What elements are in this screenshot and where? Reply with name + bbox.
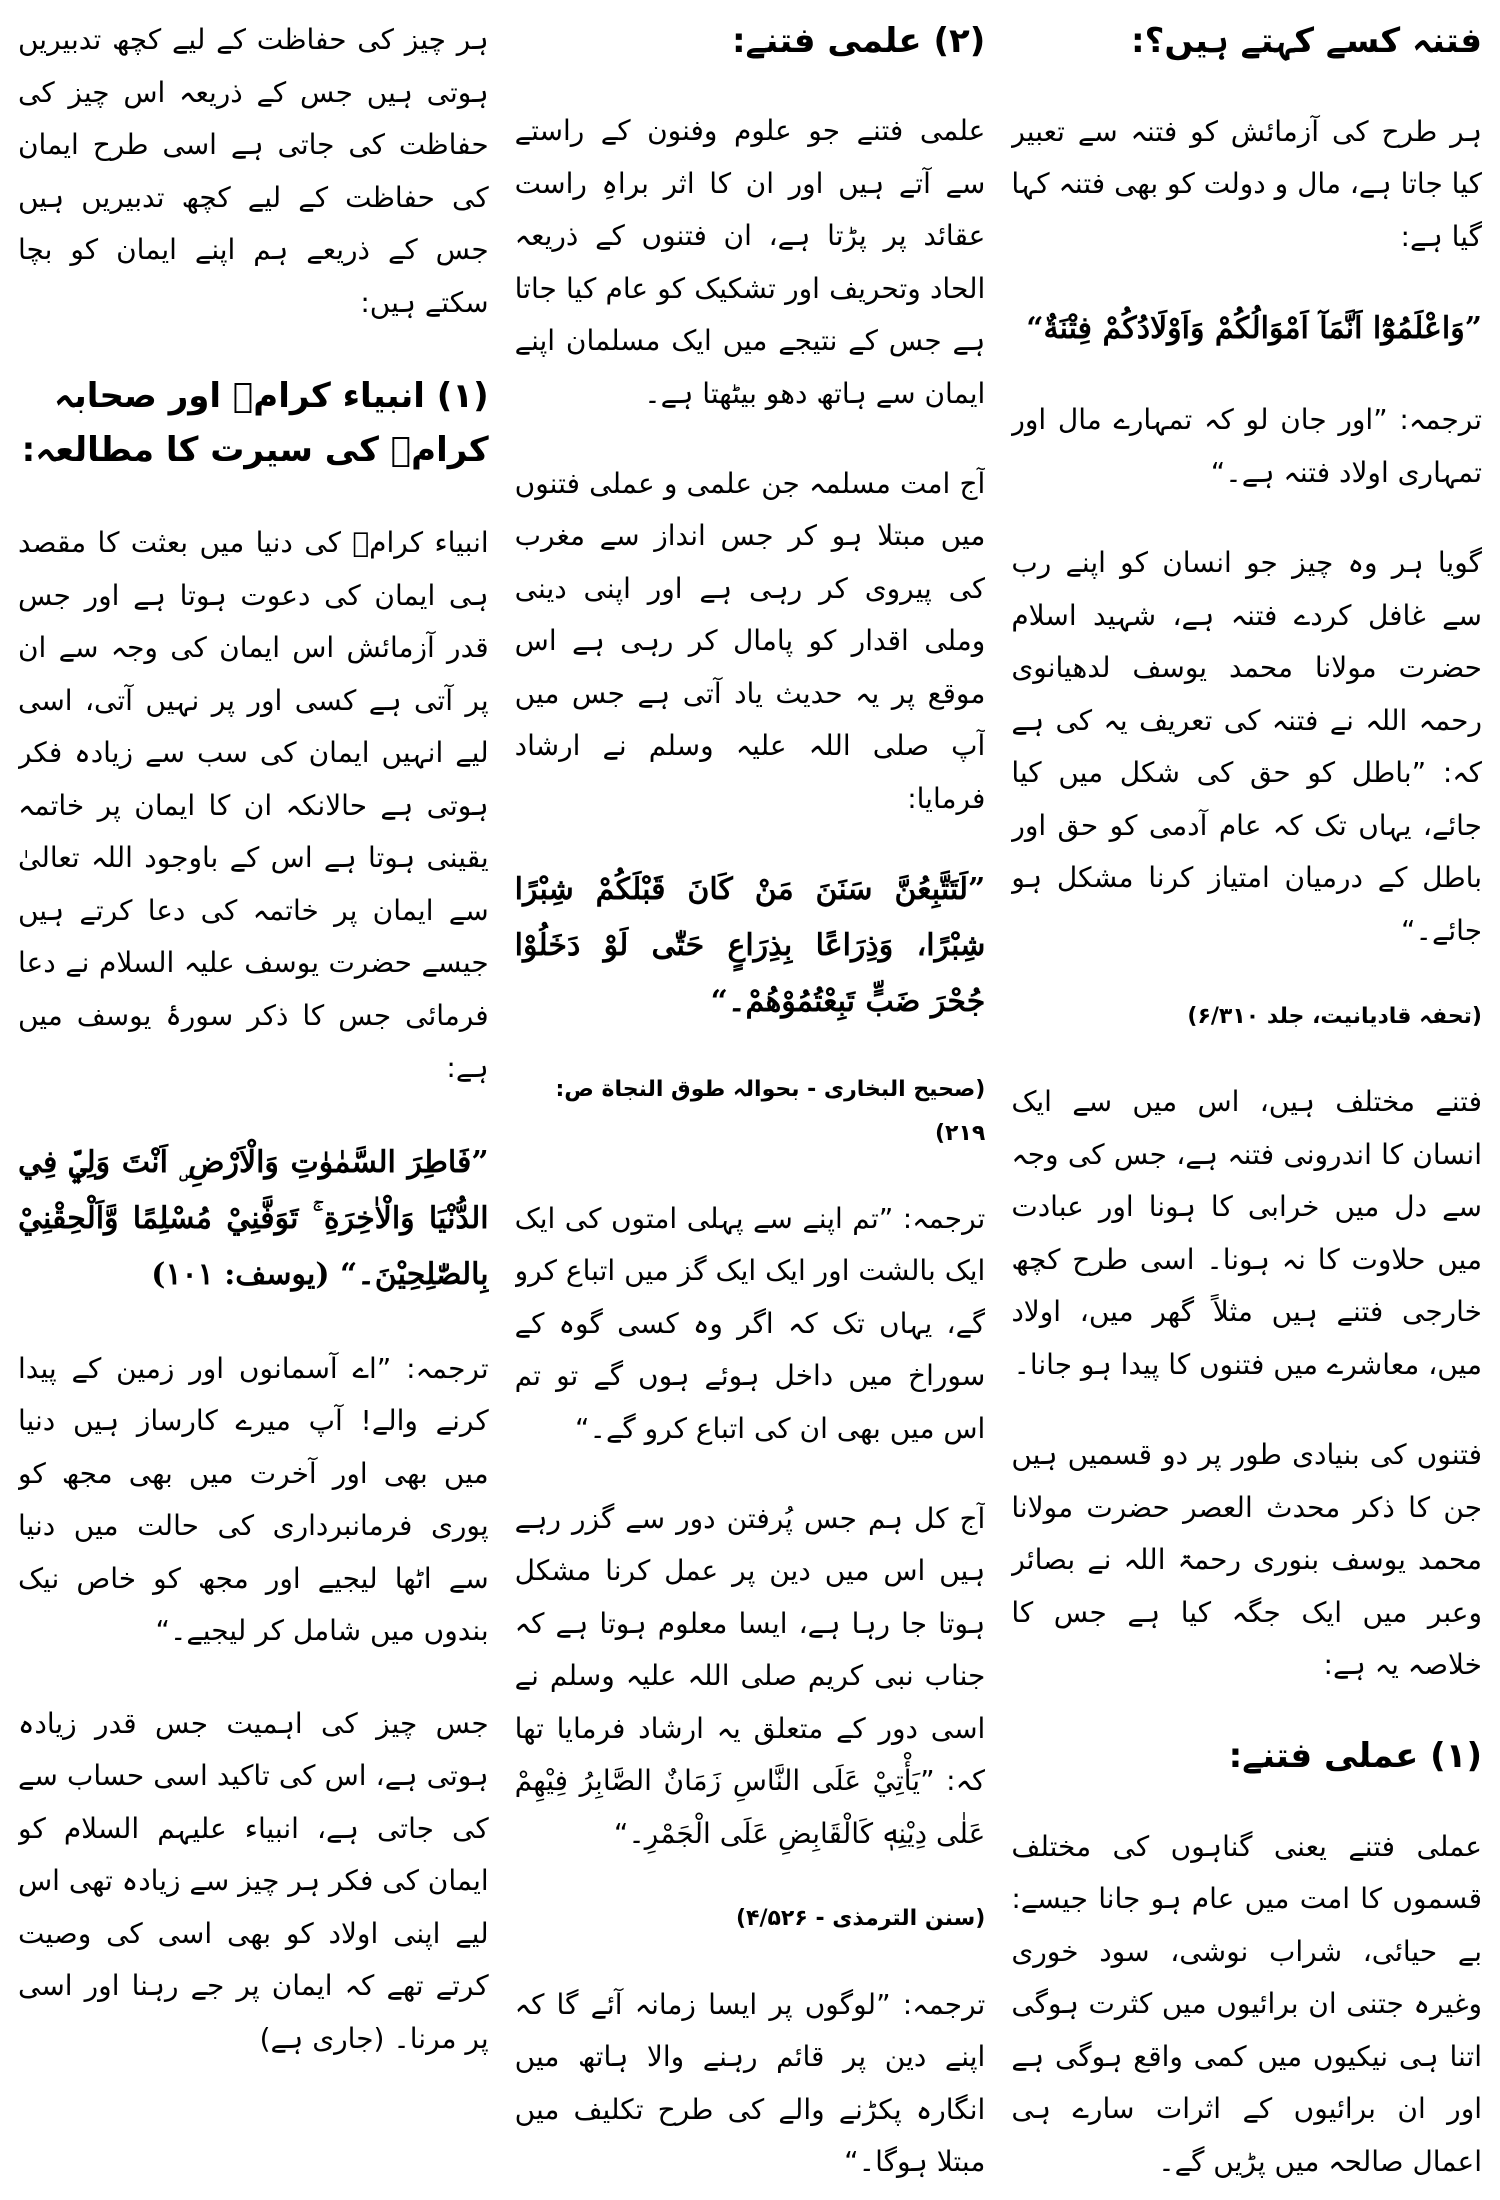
column-middle	[515, 14, 986, 2190]
paragraph: ترجمہ: ”لوگوں پر ایسا زمانہ آئے گا کہ اپنے دین پر قائم رہنے والا ہاتھ میں انگارہ پکڑنے والے کی طرح تکلیف میں مبتلا ہوگا۔“	[514, 1987, 986, 2178]
paragraph: ترجمہ: ”اے آسمانوں اور زمین کے پیدا کرنے والے! آپ میرے کارساز ہیں دنیا میں بھی اور آخرت میں بھی مجھ کو پوری فرمانبرداری کی حالت میں دنیا سے اٹھا لیجیے اور مجھ کو خاص نیک بندوں میں شامل کر لیجیے۔“	[17, 1351, 489, 1647]
paragraph: علمی فتنے جو علوم وفنون کے راستے سے آتے ہیں اور ان کا اثر براہِ راست عقائد پر پڑتا ہے، ان فتنوں کے ذریعہ الحاد وتحریف اور تشکیک کو عام کیا جاتا ہے جس کے نتیجے میں ایک مسلمان اپنے ایمان سے ہاتھ دھو بیٹھتا ہے۔	[514, 114, 986, 410]
paragraph: ہر طرح کی آزمائش کو فتنہ سے تعبیر کیا جاتا ہے، مال و دولت کو بھی فتنہ کہا گیا ہے:	[1011, 114, 1482, 253]
paragraph: آج کل ہم جس پُرفتن دور سے گزر رہے ہیں اس میں دین پر عمل کرنا مشکل ہوتا جا رہا ہے، ایسا معلوم ہوتا ہے کہ جناب نبی کریم صلی اللہ علیہ وسلم نے اسی دور کے متعلق یہ ارشاد فرمایا تھا کہ: ”يَأْتِيْ عَلَى النَّاسِ زَمَانٌ الصَّابِرُ فِيْهِمْ عَلٰى دِيْنِهٖ كَالْقَابِضِ عَلَى الْجَمْرِ۔“	[514, 1501, 986, 1850]
paragraph: فتنوں کی بنیادی طور پر دو قسمیں ہیں جن کا ذکر محدث العصر حضرت مولانا محمد یوسف بنوری رحمۃ اللہ نے بصائر وعبر میں ایک جگہ کیا ہے جس کا خلاصہ یہ ہے:	[1011, 1438, 1482, 1682]
reference-citation: (سنن الترمذی - ۴/۵۲۶)	[735, 1906, 986, 1932]
column-right	[1011, 14, 1482, 2190]
paragraph: ہر چیز کی حفاظت کے لیے کچھ تدبیریں ہوتی ہیں جس کے ذریعہ اس چیز کی حفاظت کی جاتی ہے اسی طرح ایمان کی حفاظت کے لیے کچھ تدبیریں ہیں جس کے ذریعے ہم اپنے ایمان کو بچا سکتے ہیں:	[17, 23, 489, 319]
arabic-quote: ”لَتَتَّبِعُنَّ سَنَنَ مَنْ كَانَ قَبْلَكُمْ شِبْرًا شِبْرًا، وَذِرَاعًا بِذِرَاعٍ حَتّٰى لَوْ دَخَلُوْا جُحْرَ ضَبٍّ تَبِعْتُمُوْهُمْ۔“	[514, 872, 986, 1020]
reference-citation: (تحفہ قادیانیت، جلد ۶/۳۱۰)	[1187, 1003, 1482, 1029]
reference-citation: (صحیح البخاری - بحوالہ طوق النجاة ص: ۲۱۹)	[555, 1076, 986, 1146]
section-heading: (۲) علمی فتنے:	[731, 21, 986, 61]
paragraph: فتنے مختلف ہیں، اس میں سے ایک انسان کا اندرونی فتنہ ہے، جس کی وجہ سے دل میں خرابی کا ہونا اور عبادت میں حلاوت کا نہ ہونا۔ اسی طرح کچھ خارجی فتنے ہیں مثلاً گھر میں، اولاد میں، معاشرے میں فتنوں کا پیدا ہو جانا۔	[1011, 1085, 1482, 1381]
arabic-quote: ”فَاطِرَ السَّمٰوٰتِ وَالْاَرْضِ ۣ اَنْتَ وَلِيّٖ فِي الدُّنْيَا وَالْاٰخِرَةِ ۚ تَوَفَّنِيْ مُسْلِمًا وَّاَلْحِقْنِيْ بِالصّٰلِحِيْنَ۔“ (یوسف: ۱۰۱)	[17, 1144, 489, 1292]
paragraph: جس چیز کی اہمیت جس قدر زیادہ ہوتی ہے، اس کی تاکید اسی حساب سے کی جاتی ہے، انبیاء علیہم السلام کو ایمان کی فکر ہر چیز سے زیادہ تھی اس لیے اپنی اولاد کو بھی اسی کی وصیت کرتے تھے کہ ایمان پر جے رہنا اور اسی پر مرنا۔ (جاری ہے)	[17, 1706, 489, 2055]
paragraph: عملی فتنے یعنی گناہوں کی مختلف قسموں کا امت میں عام ہو جانا جیسے: بے حیائی، شراب نوشی، سود خوری وغیرہ جتنی ان برائیوں میں کثرت ہوگی اتنا ہی نیکیوں میں کمی واقع ہوگی ہے اور ان برائیوں کے اثرات سارے ہی اعمال صالحہ میں پڑیں گے۔	[1011, 1829, 1482, 2178]
column-left	[18, 14, 489, 2190]
paragraph: ترجمہ: ”تم اپنے سے پہلی امتوں کی ایک ایک بالشت اور ایک ایک گز میں اتباع کرو گے، یہاں تک کہ اگر وہ کسی گوہ کے سوراخ میں داخل ہوئے ہوں گے تو تم اس میں بھی ان کی اتباع کرو گے۔“	[514, 1201, 986, 1445]
section-heading: (۱) انبیاء کرامؑ اور صحابہ کرامؓ کی سیرت کا مطالعہ:	[21, 376, 489, 470]
section-heading: (۱) عملی فتنے:	[1228, 1736, 1482, 1777]
section-heading: فتنہ کسے کہتے ہیں؟:	[1131, 21, 1482, 61]
arabic-quote: ”وَاعْلَمُوْٓا اَنَّمَآ اَمْوَالُكُمْ وَاَوْلَادُكُمْ فِتْنَةٌ“	[1026, 310, 1482, 346]
paragraph: گویا ہر وہ چیز جو انسان کو اپنے رب سے غافل کردے فتنہ ہے، شہید اسلام حضرت مولانا محمد یوسف لدھیانوی رحمہ اللہ نے فتنہ کی تعریف یہ کی ہے کہ: ”باطل کو حق کی شکل میں کیا جائے، یہاں تک کہ عام آدمی کو حق اور باطل کے درمیان امتیاز کرنا مشکل ہو جائے۔“	[1011, 546, 1482, 947]
paragraph: ترجمہ: ”اور جان لو کہ تمہارے مال اور تمہاری اولاد فتنہ ہے۔“	[1011, 403, 1482, 489]
paragraph: آج امت مسلمہ جن علمی و عملی فتنوں میں مبتلا ہو کر جس انداز سے مغرب کی پیروی کر رہی ہے اور اپنی دینی وملی اقدار کو پامال کر رہی ہے اس موقع پر یہ حدیث یاد آتی ہے جس میں آپ صلی اللہ علیہ وسلم نے ارشاد فرمایا:	[514, 466, 986, 815]
paragraph: انبیاء کرامؑ کی دنیا میں بعثت کا مقصد ہی ایمان کی دعوت ہوتا ہے اور جس قدر آزمائش اس ایمان کی وجہ سے ان پر آتی ہے کسی اور پر نہیں آتی، اسی لیے انہیں ایمان کی سب سے زیادہ فکر ہوتی ہے حالانکہ ان کا ایمان پر خاتمہ یقینی ہوتا ہے اس کے باوجود اللہ تعالیٰ سے ایمان پر خاتمہ کی دعا کرتے ہیں جیسے حضرت یوسف علیہ السلام نے دعا فرمائی جس کا ذکر سورۂ یوسف میں ہے:	[17, 526, 489, 1084]
